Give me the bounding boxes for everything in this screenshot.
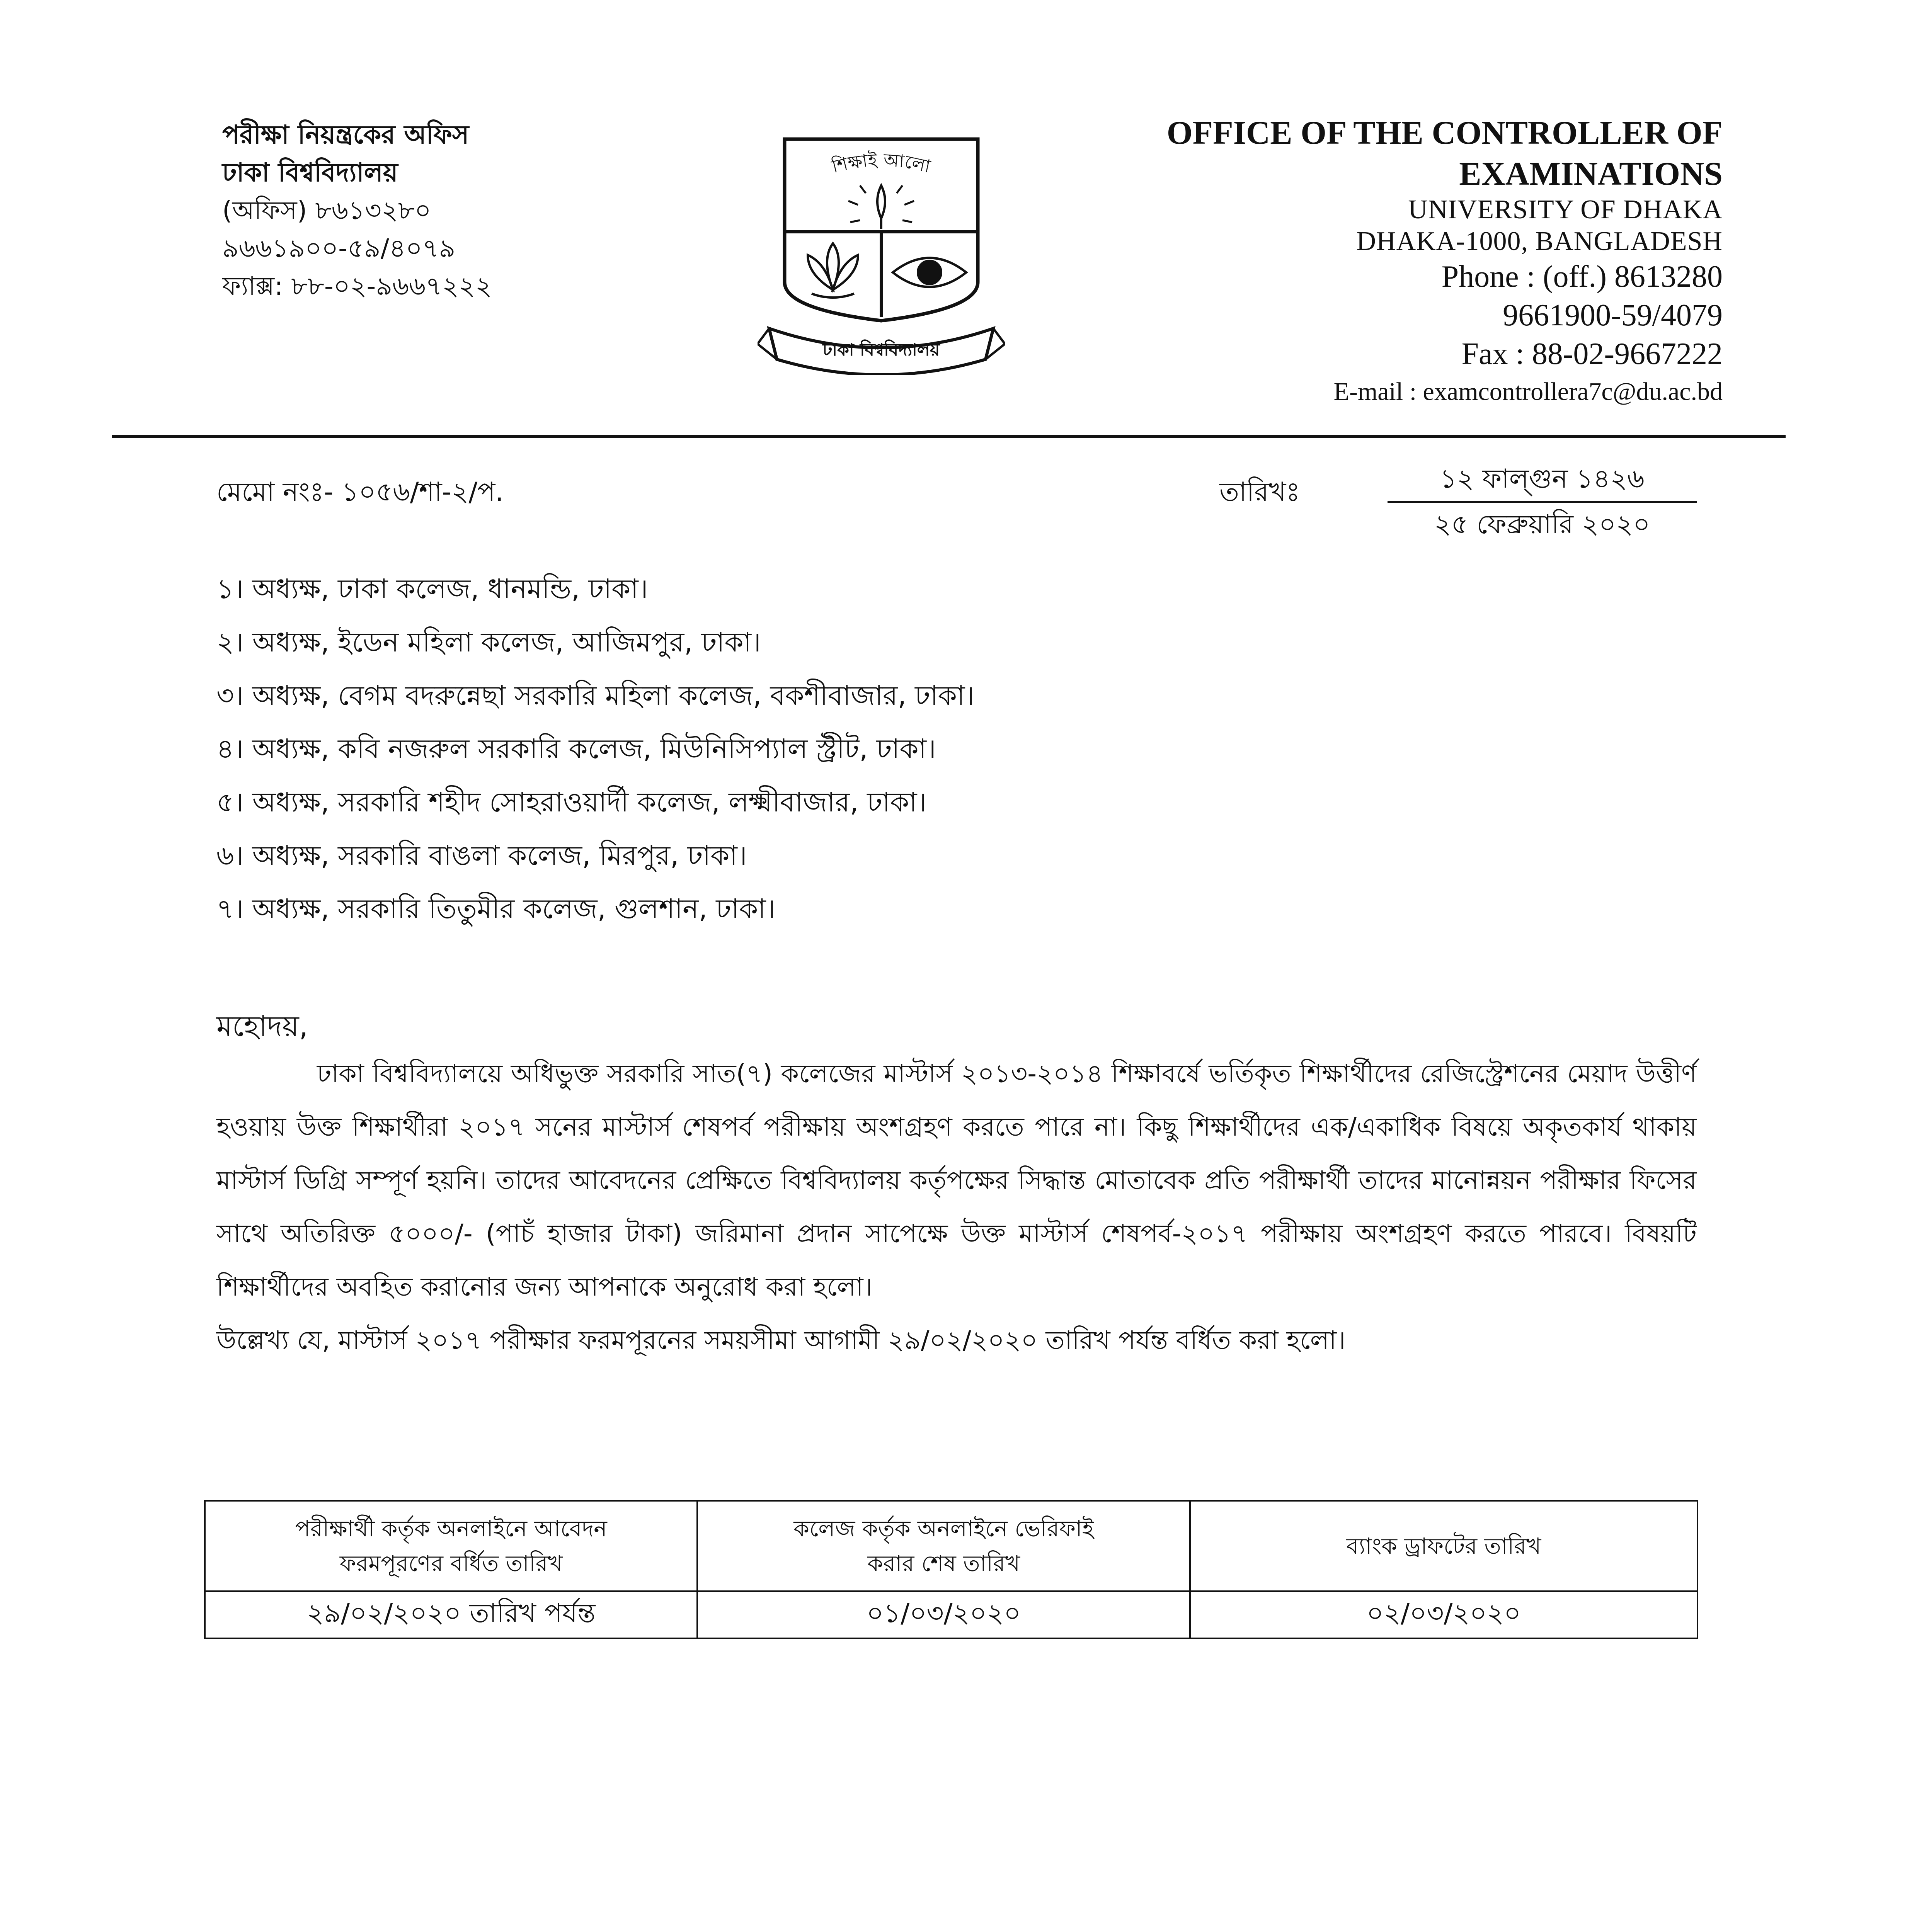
university-name-bn: ঢাকা বিশ্ববিদ্যালয়: [222, 158, 398, 187]
address-en: DHAKA-1000, BANGLADESH: [1356, 226, 1723, 256]
table-cell: ০২/০৩/২০২০: [1190, 1591, 1697, 1638]
recipient-item: ৭। অধ্যক্ষ, সরকারি তিতুমীর কলেজ, গুলশান, ঢাকা।: [216, 893, 776, 925]
date-block: [1388, 460, 1697, 544]
table-header-cell: কলেজ কর্তৃক অনলাইনে ভেরিফাই করার শেষ তারিখ: [697, 1501, 1190, 1591]
date-label: তারিখঃ: [1219, 477, 1300, 507]
memo-number: মেমো নংঃ- ১০৫৬/শা-২/প.: [216, 477, 504, 507]
table-header-row: [205, 1501, 1697, 1591]
recipient-item: ২। অধ্যক্ষ, ইডেন মহিলা কলেজ, আজিমপুর, ঢাকা।: [216, 626, 761, 658]
phone-other-bn: ৯৬৬১৯০০-৫৯/৪০৭৯: [222, 233, 456, 263]
recipient-item: ১। অধ্যক্ষ, ঢাকা কলেজ, ধানমন্ডি, ঢাকা।: [216, 573, 648, 605]
office-title-line2: EXAMINATIONS: [1459, 155, 1723, 192]
phone-other-en: 9661900-59/4079: [1503, 298, 1723, 332]
header-right-block: [911, 112, 1723, 410]
table-cell: ০১/০৩/২০২০: [697, 1591, 1190, 1638]
lotus-icon: [808, 243, 858, 298]
logo-motto: শিক্ষাই আলো: [829, 149, 933, 177]
recipient-item: ৫। অধ্যক্ষ, সরকারি শহীদ সোহরাওয়ার্দী কলেজ, লক্ষ্মীবাজার, ঢাকা।: [216, 786, 927, 818]
date-bengali-calendar: ১২ ফাল্গুন ১৪২৬: [1388, 460, 1697, 503]
logo-ribbon-text: ঢাকা বিশ্ববিদ্যালয়: [822, 340, 940, 360]
date-gregorian: ২৫ ফেব্রুয়ারি ২০২০: [1434, 509, 1650, 540]
office-title-line1: OFFICE OF THE CONTROLLER OF: [1166, 114, 1723, 151]
table-header-cell: পরীক্ষার্থী কর্তৃক অনলাইনে আবেদন ফরমপূরণের বর্ধিত তারিখ: [205, 1501, 697, 1591]
recipient-item: ৬। অধ্যক্ষ, সরকারি বাঙলা কলেজ, মিরপুর, ঢাকা।: [216, 840, 747, 871]
table-row: [205, 1591, 1697, 1638]
body-paragraph-note: উল্লেখ্য যে, মাস্টার্স ২০১৭ পরীক্ষার ফরমপূরনের সময়সীমা আগামী ২৯/০২/২০২০ তারিখ পর্যন্ত বর্ধিত করা হলো।: [216, 1325, 1346, 1355]
recipient-item: ৪। অধ্যক্ষ, কবি নজরুল সরকারি কলেজ, মিউনিসিপ্যাল স্ট্রীট, ঢাকা।: [216, 733, 936, 765]
fax-en: Fax : 88-02-9667222: [1461, 337, 1723, 371]
recipient-list: [216, 562, 1724, 935]
fax-bn: ফ্যাক্স: ৮৮-০২-৯৬৬৭২২২: [222, 271, 492, 301]
phone-office-en: Phone : (off.) 8613280: [1441, 260, 1723, 294]
table-cell: ২৯/০২/২০২০ তারিখ পর্যন্ত: [205, 1591, 697, 1638]
header-divider: [112, 435, 1786, 438]
email-en: E-mail : examcontrollera7c@du.ac.bd: [1333, 378, 1723, 406]
letter-body: [216, 1047, 1697, 1367]
flame-icon: [877, 185, 885, 218]
salutation: মহোদয়,: [216, 1010, 308, 1043]
table-header-cell: ব্যাংক ড্রাফটের তারিখ: [1190, 1501, 1697, 1591]
office-name-bn: পরীক্ষা নিয়ন্ত্রকের অফিস: [222, 120, 469, 150]
recipient-item: ৩। অধ্যক্ষ, বেগম বদরুন্নেছা সরকারি মহিলা কলেজ, বকশীবাজার, ঢাকা।: [216, 680, 975, 711]
deadline-table: [204, 1500, 1698, 1639]
header-left-block: [222, 116, 725, 305]
university-name-en: UNIVERSITY OF DHAKA: [1408, 195, 1723, 224]
body-paragraph: ঢাকা বিশ্ববিদ্যালয়ে অধিভুক্ত সরকারি সাত(৭) কলেজের মাস্টার্স ২০১৩-২০১৪ শিক্ষাবর্ষে ভর্তিকৃত শিক্ষার্থীদের রেজিস্ট্রেশনের মেয়াদ উত্তীর্ণ হওয়ায় উক্ত শিক্ষার্থীরা ২০১৭ সনের মাস্টার্স শেষপর্ব পরীক্ষায় অংশগ্রহণ করতে পারে না। কিছু শিক্ষার্থীদের এক/একাধিক বিষয়ে অকৃতকার্য থাকায় মাস্টার্স ডিগ্রি সম্পূর্ণ হয়নি। তাদের আবেদনের প্রেক্ষিতে বিশ্ববিদ্যালয় কর্তৃপক্ষের সিদ্ধান্ত মোতাবেক প্রতি পরীক্ষার্থী তাদের মানোন্নয়ন পরীক্ষার ফিসের সাথে অতিরিক্ত ৫০০০/- (পাচঁ হাজার টাকা) জরিমানা প্রদান সাপেক্ষে উক্ত মাস্টার্স শেষপর্ব-২০১৭ পরীক্ষায় অংশগ্রহণ করতে পারবে। বিষয়টি শিক্ষার্থীদের অবহিত করানোর জন্য আপনাকে অনুরোধ করা হলো।: [216, 1059, 1697, 1302]
phone-office-bn: (অফিস) ৮৬১৩২৮০: [222, 196, 431, 225]
